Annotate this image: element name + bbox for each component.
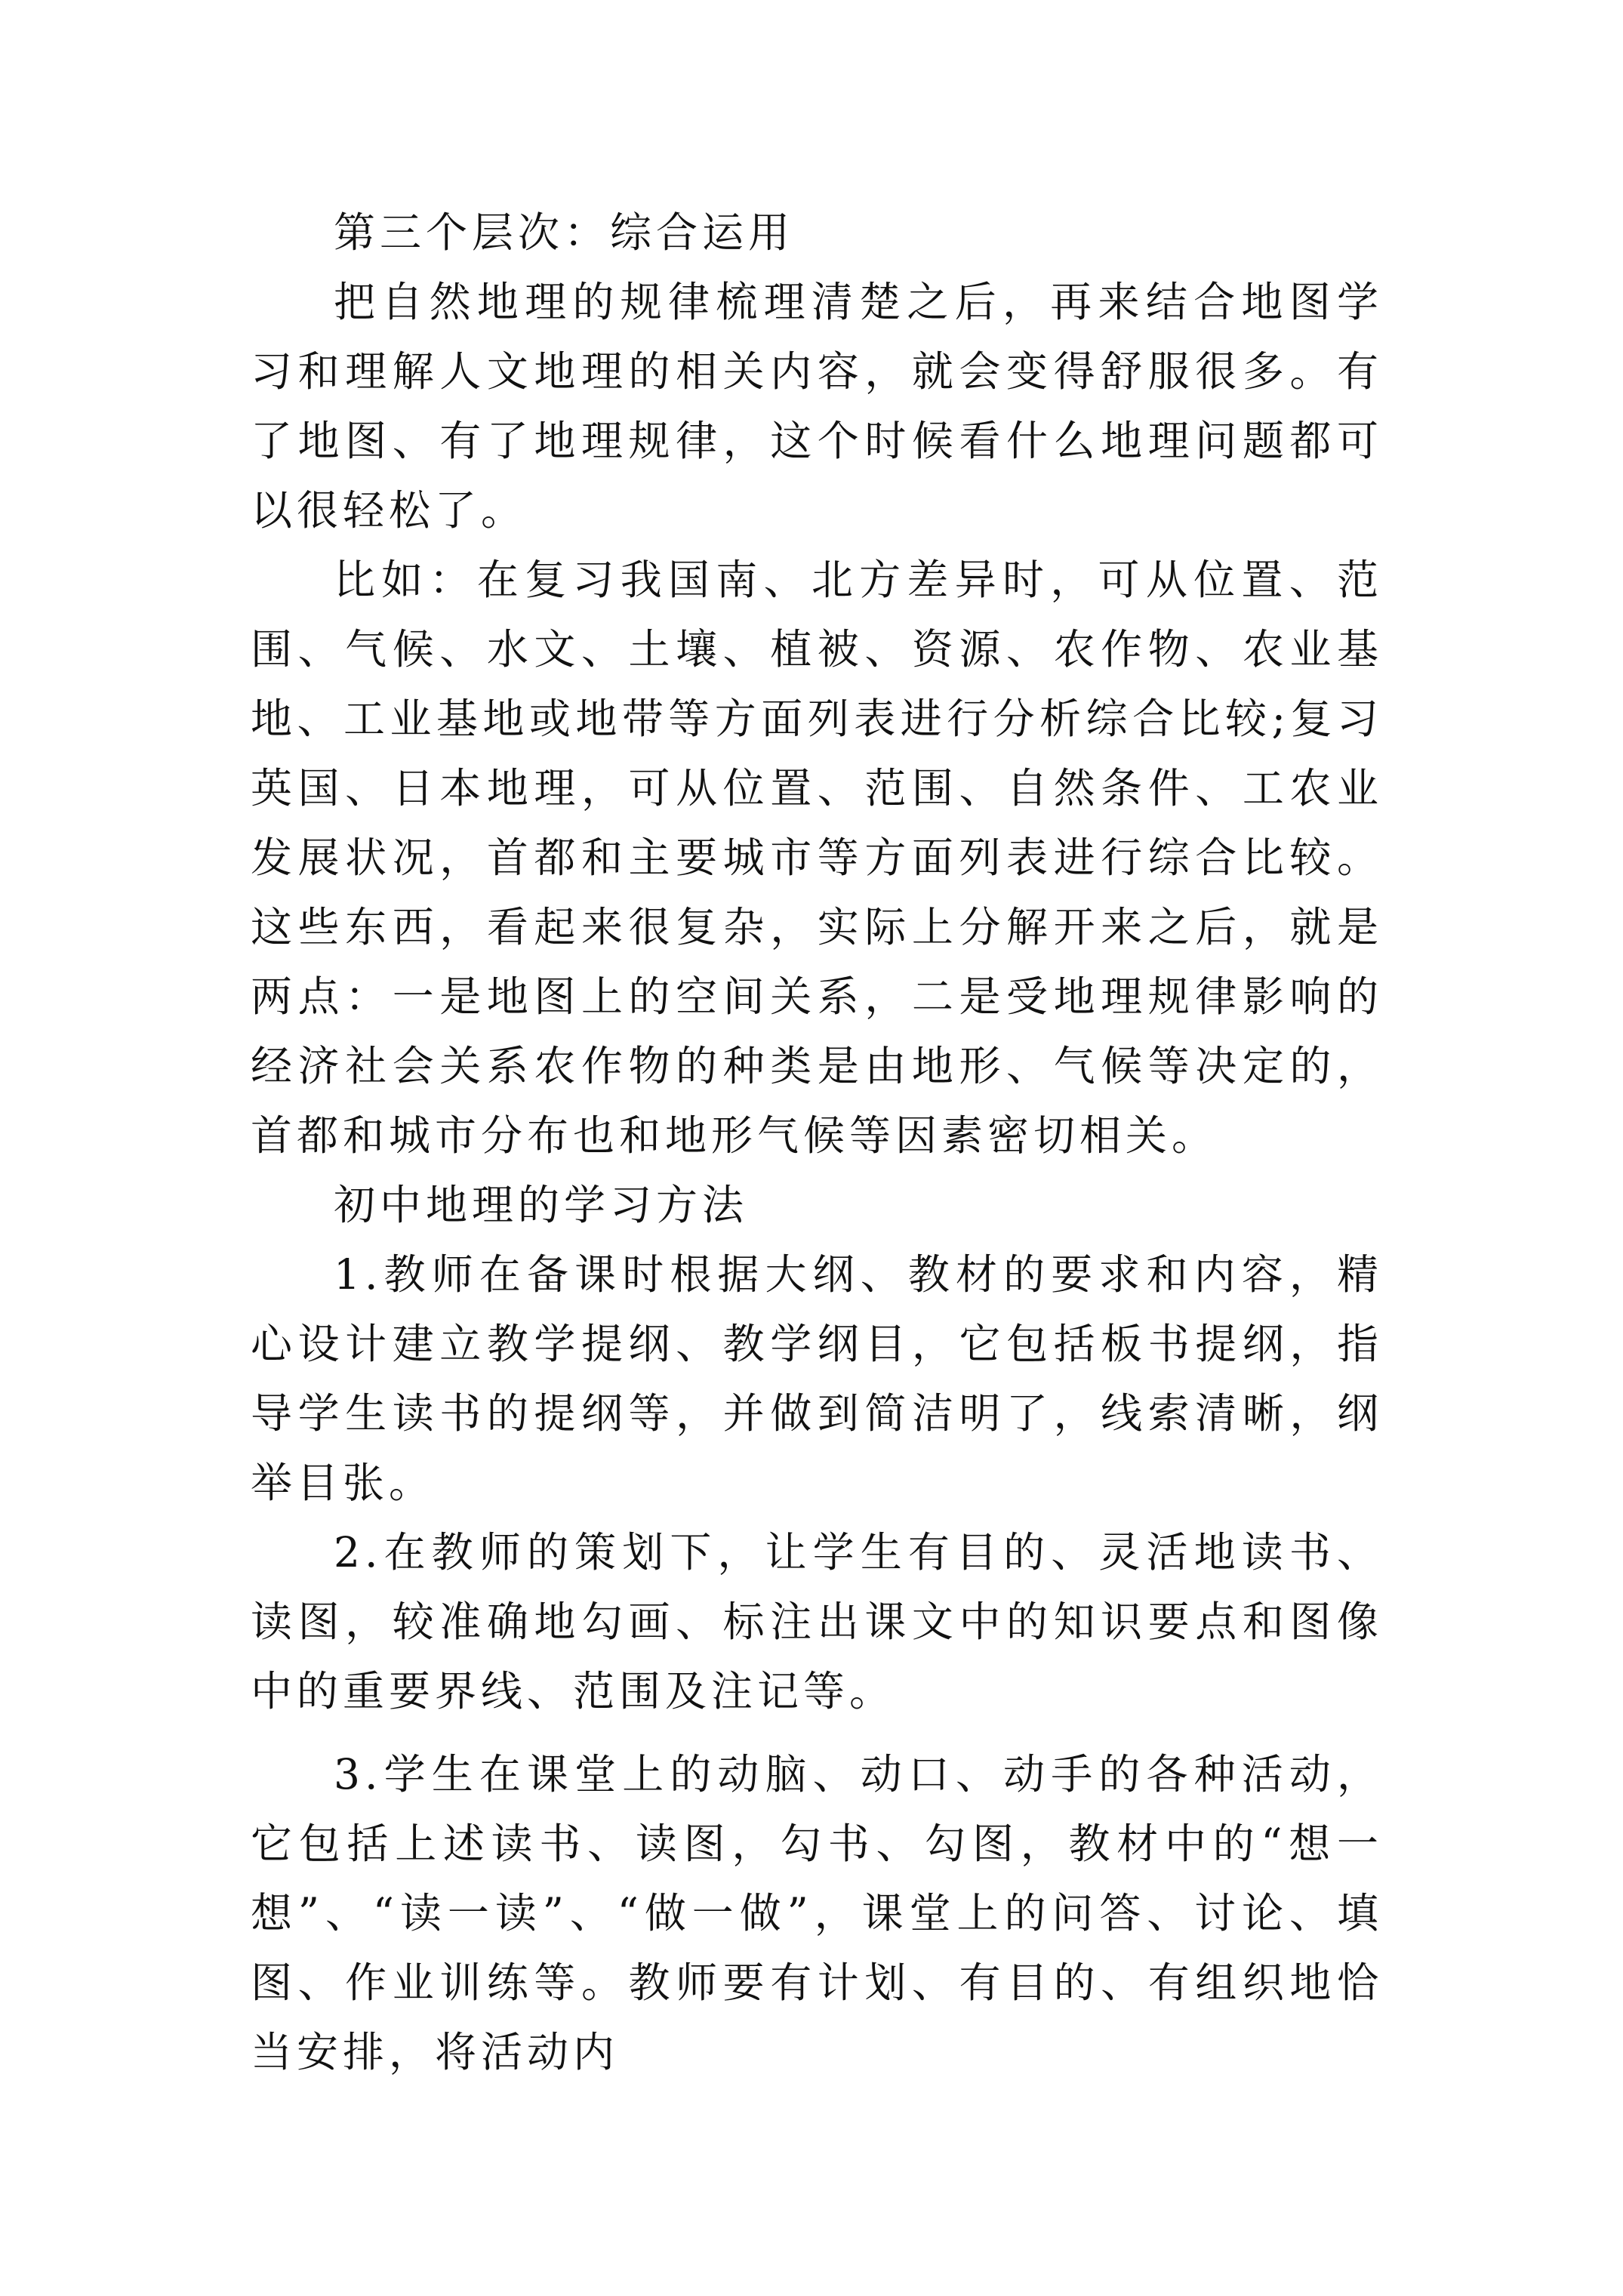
heading-level-3: 第三个层次：综合运用	[334, 208, 795, 257]
section-title: 初中地理的学习方法	[334, 1181, 749, 1229]
list-item-3: 3.学生在课堂上的动脑、动口、动手的各种活动，它包括上述读书、读图，勾书、勾图，教材中的“想一想”、“读一读”、“做一做”，课堂上的问答、讨论、填图、作业训练等。教师要有计划、有目的、有组织地恰当安排，将活动内	[251, 1750, 1383, 2076]
list-item-2: 2.在教师的策划下，让学生有目的、灵活地读书、读图，较准确地勾画、标注出课文中的知识要点和图像中的重要界线、范围及注记等。	[251, 1528, 1383, 1715]
list-item-1: 1.教师在备课时根据大纲、教材的要求和内容，精心设计建立教学提纲、教学纲目，它包括板书提纲，指导学生读书的提纲等，并做到简洁明了，线索清晰，纲举目张。	[251, 1250, 1383, 1507]
document-body	[251, 198, 1383, 2087]
paragraph-example: 比如：在复习我国南、北方差异时，可从位置、范围、气候、水文、土壤、植被、资源、农作物、农业基地、工业基地或地带等方面列表进行分析综合比较;复习英国、日本地理，可从位置、范围、自然条件、工农业发展状况，首都和主要城市等方面列表进行综合比较。这些东西，看起来很复杂，实际上分解开来之后，就是两点：一是地图上的空间关系，二是受地理规律影响的经济社会关系农作物的种类是由地形、气候等决定的，首都和城市分布也和地形气候等因素密切相关。	[251, 556, 1383, 1160]
paragraph-natural-geography: 把自然地理的规律梳理清楚之后，再来结合地图学习和理解人文地理的相关内容，就会变得舒服很多。有了地图、有了地理规律，这个时候看什么地理问题都可以很轻松了。	[251, 278, 1383, 535]
